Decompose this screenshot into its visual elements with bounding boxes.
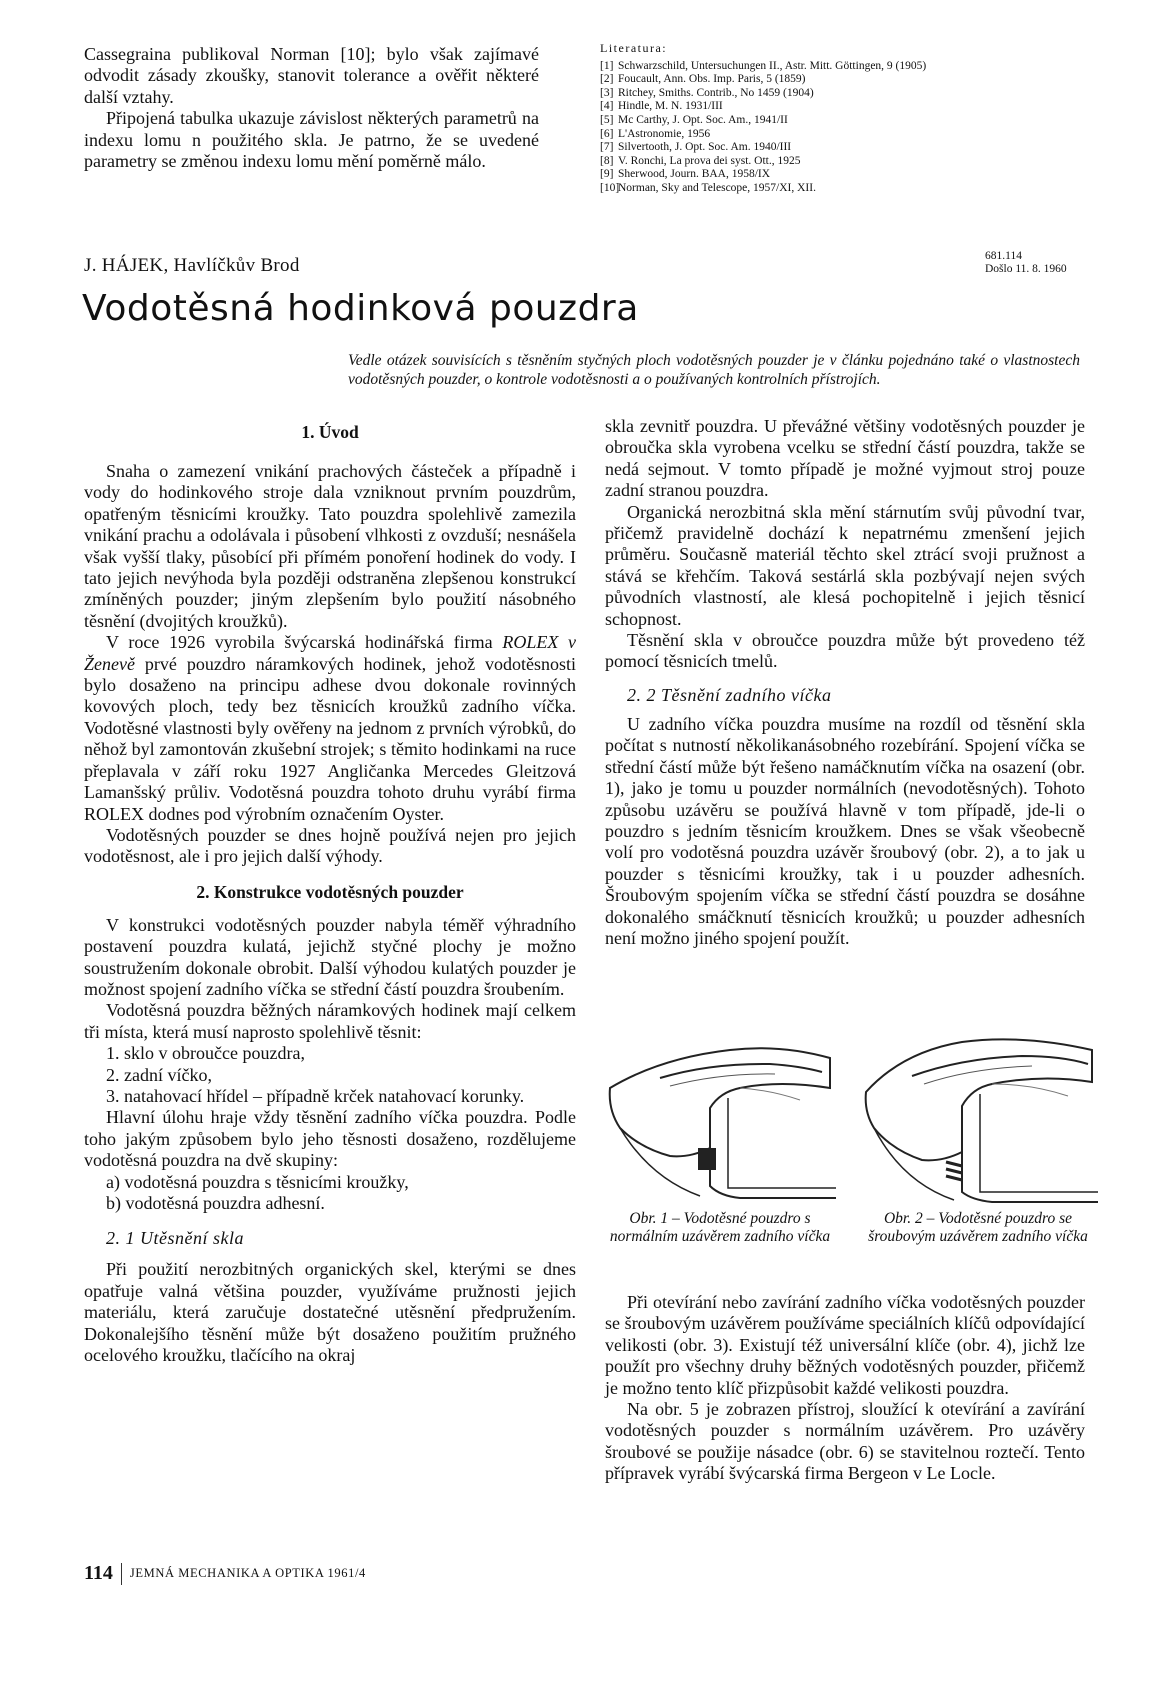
- paragraph: Vodotěsných pouzder se dnes hojně používá nejen pro jejich vodotěsnost, ale i pro jejich další výhody.: [84, 824, 576, 867]
- reference-item: [600, 168, 1040, 182]
- list: [84, 1172, 576, 1215]
- reference-item: [600, 73, 1040, 87]
- literature-list: [600, 42, 1040, 196]
- journal-name: JEMNÁ MECHANIKA A OPTIKA 1961/4: [129, 1566, 366, 1580]
- right-column-continued: [605, 1292, 1085, 1485]
- paragraph: Připojená tabulka ukazuje závislost některých parametrů na indexu lomu n použitého skla. Je patrno, že se uvedené parametry se změnou indexu lomu mění poměrně málo.: [84, 108, 539, 172]
- reference-item: [600, 182, 1040, 196]
- literature-title: Literatura:: [600, 41, 668, 55]
- list-item: b) vodotěsná pouzdra adhesní.: [106, 1193, 325, 1213]
- page-number: 114: [84, 1562, 113, 1584]
- right-column: [605, 416, 1085, 949]
- reference-text: Hindle, M. N. 1931/III: [618, 100, 723, 113]
- paragraph: Vodotěsná pouzdra běžných náramkových hodinek mají celkem tři místa, která musí naprosto spolehlivě těsnit:: [84, 1000, 576, 1042]
- reference-number: [3]: [600, 86, 614, 99]
- paragraph: Organická nerozbitná skla mění stárnutím svůj původní tvar, přičemž pravidelně dochází k nepatrnému zmenšení jejich průměru. Současně materiál těchto skel ztrácí svoji pružnost a stává se křehčím. Taková sestárlá skla pozbývají nejen svých původních vlastností, ale klesá pochopitelně i jejich těsnicí schopnost.: [605, 501, 1085, 629]
- watch-case-screw-closure-illustration: [862, 1022, 1102, 1208]
- list: [84, 1043, 576, 1107]
- reference-text: L'Astronomie, 1956: [618, 127, 711, 140]
- reference-item: [600, 141, 1040, 155]
- udc-code: 681.114: [985, 250, 1022, 262]
- figure-1: [600, 1028, 840, 1208]
- paragraph: V konstrukci vodotěsných pouzder nabyla téměř výhradního postavení pouzdra kulatá, jejichž styčné plochy je možno soustružením dokonale obrobit. Další výhodou kulatých pouzder je možnost spojení zadního víčka se střední částí pouzdra šroubením.: [84, 914, 576, 999]
- reference-text: Norman, Sky and Telescope, 1957/XI, XII.: [618, 181, 816, 194]
- reference-text: Schwarzschild, Untersuchungen II., Astr. Mitt. Göttingen, 9 (1905): [618, 59, 927, 72]
- subsection-heading: 2. 1 Utěsnění skla: [106, 1228, 244, 1249]
- paragraph: Cassegraina publikoval Norman [10]; bylo však zajímavé odvodit zásady zkoušky, stanovit tolerance a ověřit některé další vztahy.: [84, 44, 539, 107]
- reference-number: [10]: [600, 181, 620, 194]
- paragraph: V roce 1926 vyrobila švýcarská hodinářská firma ROLEX v Ženevě prvé pouzdro náramkových hodinek, jehož vodotěsnosti bylo dosaženo na principu adhese dvou dokonale rovinných kovových ploch, tedy bez těsnicích kroužků zadního víčka. Vodotěsné vlastnosti byly ověřeny na jednom z prvních výrobků, do něhož byl zamontován zkušební strojek; s těmito hodinkami na ruce přeplavala v září roku 1927 Angličanka Mercedes Gleitzová Lamanšský průliv. Vodotěsná pouzdra tohoto druhu vyrábí firma ROLEX dodnes pod výrobním označením Oyster.: [84, 632, 577, 824]
- paragraph: Při použití nerozbitných organických skel, kterými se dnes opatřuje valná většina pouzder, využíváme pružnosti jejich materiálu, která zaručuje dostatečné utěsnění předpružením. Dokonalejšího těsnění může být dosaženo použitím pružného ocelového kroužku, tlačícího na okraj: [84, 1259, 576, 1366]
- list-item: a) vodotěsná pouzdra s těsnicími kroužky,: [106, 1171, 409, 1192]
- paragraph: Na obr. 5 je zobrazen přístroj, sloužící k otevírání a zavírání vodotěsných pouzder s normálním uzávěrem. Pro uzávěry šroubové se použije násadce (obr. 6) se stavitelnou roztečí. Tento přípravek vyrábí švýcarská firma Bergeon v Le Locle.: [605, 1399, 1085, 1484]
- reference-item: [600, 87, 1040, 101]
- article-meta: [985, 250, 1067, 276]
- reference-item: [600, 128, 1040, 142]
- reference-number: [6]: [600, 127, 614, 140]
- reference-text: Silvertooth, J. Opt. Soc. Am. 1940/III: [618, 141, 792, 154]
- received-date: Došlo 11. 8. 1960: [985, 263, 1067, 275]
- figure-2: [862, 1022, 1102, 1208]
- reference-text: Mc Carthy, J. Opt. Soc. Am., 1941/II: [618, 113, 788, 126]
- section-heading: 1. Úvod: [301, 422, 359, 442]
- reference-item: [600, 155, 1040, 169]
- subsection-heading: 2. 2 Těsnění zadního víčka: [627, 684, 832, 705]
- paragraph: Při otevírání nebo zavírání zadního víčka vodotěsných pouzder se šroubovým uzávěrem používáme speciálních klíčů odpovídající velikosti (obr. 3). Existují též universální klíče (obr. 4), jichž lze použít pro všechny druhy běžných vodotěsných pouzder, přičemž je možno tento klíč přizpůsobit každé velikosti pouzdra.: [605, 1292, 1085, 1398]
- reference-number: [8]: [600, 154, 614, 167]
- reference-number: [4]: [600, 100, 614, 113]
- list-item: 2. zadní víčko,: [106, 1064, 212, 1085]
- reference-number: [7]: [600, 141, 614, 154]
- reference-item: [600, 60, 1040, 74]
- reference-number: [2]: [600, 73, 614, 86]
- paragraph: Těsnění skla v obroučce pouzdra může být provedeno též pomocí těsnicích tmelů.: [605, 630, 1085, 672]
- watch-case-normal-closure-illustration: [600, 1028, 840, 1208]
- footer: [84, 1562, 366, 1585]
- divider: [121, 1563, 122, 1585]
- article-title: Vodotěsná hodinková pouzdra: [82, 288, 639, 329]
- paragraph: Hlavní úlohu hraje vždy těsnění zadního víčka pouzdra. Podle toho jakým způsobem bylo jeho těsnosti dosaženo, rozdělujeme vodotěsná pouzdra na dvě skupiny:: [84, 1107, 576, 1171]
- figure-1-caption: Obr. 1 – Vodotěsné pouzdro s normálním uzávěrem zadního víčka: [609, 1210, 831, 1245]
- reference-number: [9]: [600, 168, 614, 181]
- reference-text: Ritchey, Smiths. Contrib., No 1459 (1904): [618, 86, 814, 99]
- reference-text: Foucault, Ann. Obs. Imp. Paris, 5 (1859): [618, 73, 806, 86]
- left-column: [84, 422, 576, 1366]
- list-item: 1. sklo v obroučce pouzdra,: [106, 1043, 305, 1064]
- paragraph: Snaha o zamezení vnikání prachových částeček a případně i vody do hodinkového stroje dala vzniknout prvním pouzdrům, opatřeným těsnicími kroužky. Tato pouzdra spolehlivě zamezila vnikání prachu a odolávala i působení vlhkosti z ovzduší; nesnášela však vyšší tlaky, působící při přímém ponoření hodinek do vody. I tato jejich nevýhoda byla později odstraněna zlepšenou konstrukcí zmíněných pouzder; jiným zlepšením bylo použití násobného těsnění (dvojitých kroužků).: [84, 461, 576, 631]
- paragraph: U zadního víčka pouzdra musíme na rozdíl od těsnění skla počítat s nutností několikanásobného rozebírání. Spojení víčka se střední částí může být řešeno namáčknutím víčka na osazení (obr. 1), jako je tomu u pouzder normálních (nevodotěsných). Tohoto způsobu uzávěru se používá hlavně v tom případě, jde-li o pouzdro s jedním těsnicím kroužkem. Dnes se však všeobecně volí pro vodotěsná pouzdra uzávěr šroubový (obr. 2), a to jak u pouzder s těsnicími kroužky, tak i u pouzder adhesních. Šroubovým spojením víčka se střední částí pouzdra se dosáhne dokonalého smáčknutí těsnicích kroužků; u pouzder adhesních není možno jiného spojení použít.: [605, 713, 1085, 948]
- continuation-text: [84, 44, 539, 172]
- reference-item: [600, 114, 1040, 128]
- reference-number: [5]: [600, 113, 614, 126]
- section-heading: 2. Konstrukce vodotěsných pouzder: [196, 881, 464, 902]
- company-name: ROLEX v Ženevě: [84, 632, 577, 674]
- figure-2-caption: Obr. 2 – Vodotěsné pouzdro se šroubovým uzávěrem zadního víčka: [868, 1210, 1088, 1245]
- reference-text: V. Ronchi, La prova dei syst. Ott., 1925: [618, 154, 801, 167]
- reference-number: [1]: [600, 59, 614, 72]
- author: J. HÁJEK, Havlíčkův Brod: [84, 255, 300, 276]
- reference-item: [600, 100, 1040, 114]
- list-item: 3. natahovací hřídel – případně krček natahovací korunky.: [106, 1085, 525, 1106]
- abstract: Vedle otázek souvisících s těsněním styčných ploch vodotěsných pouzder je v článku pojednáno také o vlastnostech vodotěsných pouzder, o kontrole vodotěsnosti a o používaných kontrolních přístrojích.: [348, 352, 1080, 388]
- paragraph: skla zevnitř pouzdra. U převážné většiny vodotěsných pouzder je obroučka skla vyrobena vcelku se střední částí pouzdra, takže se nedá sejmout. V tomto případě je možné vyjmout stroj pouze zadní stranou pouzdra.: [605, 416, 1085, 501]
- reference-text: Sherwood, Journ. BAA, 1958/IX: [618, 168, 771, 181]
